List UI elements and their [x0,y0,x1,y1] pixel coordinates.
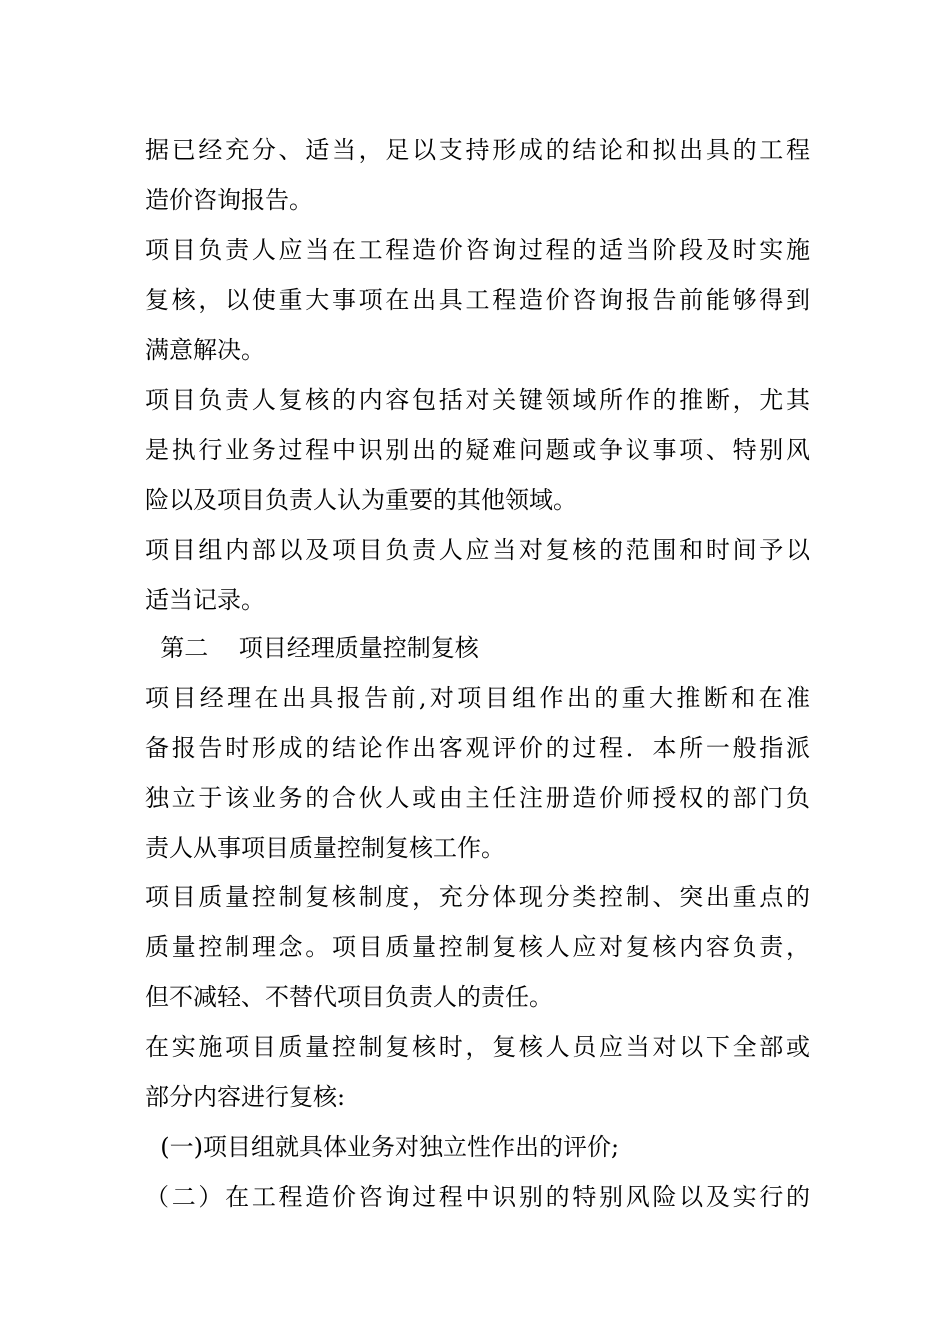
text-line: 适当记录。 [145,586,265,614]
text-line: 据已经充分、适当，足以支持形成的结论和拟出具的工程 [145,136,810,164]
text-line: 造价咨询报告。 [145,186,313,214]
text-line: 独立于该业务的合伙人或由主任注册造价师授权的部门负 [145,784,810,812]
text-line: 质量控制理念。项目质量控制复核人应对复核内容负责， [145,933,810,961]
text-line: 项目质量控制复核制度，充分体现分类控制、突出重点的 [145,883,810,911]
text-line: 项目负责人应当在工程造价咨询过程的适当阶段及时实施 [145,236,810,264]
text-line: 复核，以使重大事项在出具工程造价咨询报告前能够得到 [145,286,810,314]
section-heading: 第二 项目经理质量控制复核 [145,634,479,662]
text-line: 险以及项目负责人认为重要的其他领域。 [145,486,577,514]
text-line: 满意解决。 [145,336,265,364]
text-line: 项目经理在出具报告前,对项目组作出的重大推断和在准 [145,684,810,712]
text-line: 项目组内部以及项目负责人应当对复核的范围和时间予以 [145,536,810,564]
text-line: 部分内容进行复核: [145,1083,346,1111]
text-line: 但不减轻、不替代项目负责人的责任。 [145,983,553,1011]
text-line: 责人从事项目质量控制复核工作。 [145,834,505,862]
text-line: 是执行业务过程中识别出的疑难问题或争议事项、特别风 [145,436,810,464]
text-line: 在实施项目质量控制复核时，复核人员应当对以下全部或 [145,1033,810,1061]
list-item: (一)项目组就具体业务对独立性作出的评价; [145,1133,620,1161]
list-item: （二）在工程造价咨询过程中识别的特别风险以及实行的 [145,1183,810,1211]
text-line: 项目负责人复核的内容包括对关键领域所作的推断，尤其 [145,386,810,414]
text-line: 备报告时形成的结论作出客观评价的过程．本所一般指派 [145,734,810,762]
